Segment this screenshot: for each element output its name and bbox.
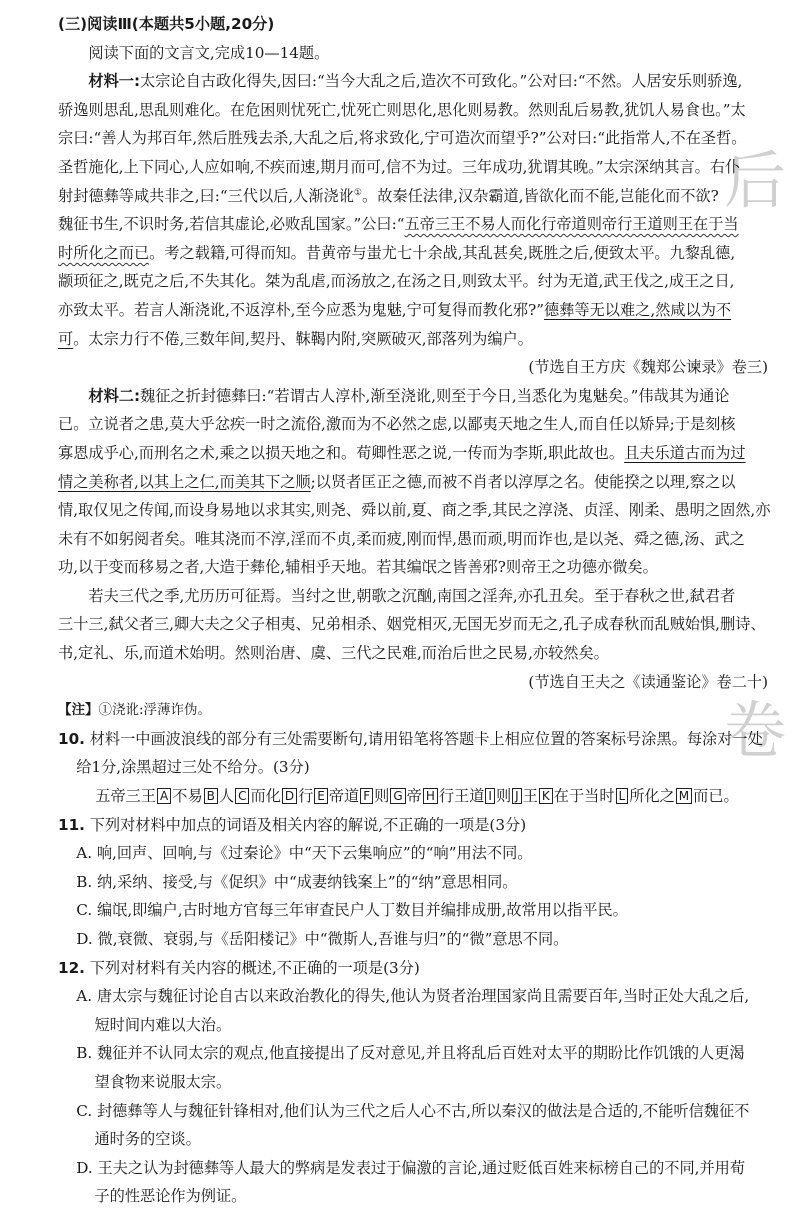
sentence-segment: 而已。 [693, 787, 739, 806]
answer-mark-m[interactable]: M [676, 788, 692, 804]
answer-mark-g[interactable]: G [390, 788, 405, 804]
answer-mark-i[interactable]: I [485, 788, 495, 804]
material2-line [58, 382, 776, 411]
sentence-segment: 帝道 [328, 787, 360, 806]
material2-line: 功,以于变而移易之者,大造于彝伦,辅相乎天地。若其编氓之皆善邪?则帝王之功德亦微矣。 [58, 558, 658, 577]
answer-mark-j[interactable]: J [512, 788, 522, 804]
note-marker: ① [353, 187, 362, 198]
sentence-segment: 人 [218, 787, 235, 806]
material1-line [58, 67, 776, 96]
option-d-cont: 子的性恶论作为例证。 [94, 1187, 247, 1206]
option-d[interactable]: D. 王夫之认为封德彝等人最大的弊病是发表过于偏激的言论,通过贬低百姓来标榜自己的不同,并用荀 [76, 1158, 746, 1177]
material2-line: 已。立说者之患,莫大乎忿疾一时之流俗,激而为不必然之虑,以鄙夷天地之生人,而自任以矫异;于是刻核 [58, 415, 736, 434]
option-b[interactable]: B. 纳,采纳、接受,与《促织》中“成妻纳钱案上”的“纳”意思相同。 [76, 872, 518, 891]
question-text: 下列对材料中加点的词语及相关内容的解说,不正确的一项是(3分) [89, 815, 527, 834]
answer-mark-b[interactable]: B [204, 788, 218, 804]
option-a[interactable]: A. 唐太宗与魏征讨论自古以来政治教化的得失,他认为贤者治理国家尚且需要百年,当时正处大乱之后, [76, 987, 750, 1006]
question-10-stem [58, 725, 776, 754]
section-heading: (三)阅读Ⅲ(本题共5小题,20分) [58, 15, 275, 33]
material1-line [58, 296, 776, 325]
material1-text: 射封德彝等咸共非之,曰:“三代以后,人渐浇讹 [58, 186, 354, 205]
question-number: 12. [58, 958, 85, 977]
material1-line: 骄逸则思乱,思乱则难化。在危困则忧死亡,忧死亡则思化,思化则易教。然则乱后易教,犹饥人易食也。”太 [58, 100, 746, 119]
option-a[interactable]: A. 响,回声、回响,与《过秦论》中“天下云集响应”的“响”用法不同。 [76, 844, 533, 863]
material1-text: 。故秦任法律,汉杂霸道,皆欲化而不能,岂能化而不欲? [362, 186, 719, 205]
sentence-segment: 帝 [406, 787, 422, 806]
answer-mark-f[interactable]: F [360, 788, 373, 804]
footnote [58, 696, 776, 725]
material1-text: 魏征书生,不识时务,若信其虚论,必败乱国家。”公曰:“ [58, 215, 405, 234]
material2-line: 情,取仅见之传闻,而设身易地以求其实,则尧、舜以前,夏、商之季,其民之淳浇、贞淫、刚柔、愚明之固然,亦 [58, 501, 771, 520]
material1-line [58, 239, 776, 268]
material1-line [58, 325, 776, 354]
material2-source: (节选自王夫之《读通鉴论》卷二十) [528, 672, 768, 691]
sentence-segment: 而化 [250, 787, 281, 806]
material2-label: 材料二: [88, 386, 141, 405]
question-10-stem-cont: 给1分,涂黑超过三处不给分。(3分) [76, 758, 310, 777]
material1-label: 材料一: [88, 72, 141, 91]
material2-line [58, 468, 776, 497]
option-d[interactable]: D. 微,衰微、衰弱,与《岳阳楼记》中“微斯人,吾谁与归”的“微”意思不同。 [76, 930, 569, 948]
footnote-text: ①浇讹:浮薄诈伪。 [98, 702, 212, 719]
option-c[interactable]: C. 封德彝等人与魏征针锋相对,他们认为三代之后人心不古,所以秦汉的做法是合适的,不能听信魏征不 [76, 1101, 750, 1120]
option-b[interactable]: B. 魏征并不认同太宗的观点,他直接提出了反对意见,并且将乱后百姓对太平的期盼比作饥饿的人更渴 [76, 1044, 745, 1063]
material1-text: 亦致太平。若言人渐浇讹,不返淳朴,至今应悉为鬼魅,宁可复得而教化邪?” [58, 300, 545, 319]
option-b-cont: 望食物来说服太宗。 [94, 1072, 232, 1091]
exam-page [58, 10, 776, 1211]
watermark-bottom: 卷 [724, 694, 787, 767]
sentence-segment: 在于当时 [553, 787, 615, 806]
question-text: 材料一中画波浪线的部分有三处需要断句,请用铅笔将答题卡上相应位置的答案标号涂黑。每涂对一处 [89, 729, 763, 748]
answer-mark-a[interactable]: A [157, 788, 171, 804]
sentence-segment: 则 [374, 787, 390, 806]
question-12-stem [58, 954, 776, 983]
material1-text: 。考之载籍,可得而知。昔黄帝与蚩尤七十余战,其乱甚矣,既胜之后,便致太平。九黎乱德, [149, 243, 736, 262]
answer-mark-d[interactable]: D [282, 788, 297, 804]
wavy-underline-text: 五帝三王不易人而化行帝道则帝行王道则王在于当 [404, 215, 739, 234]
sentence-segment: 王 [522, 787, 538, 806]
material1-text: 。太宗力行不倦,三数年间,契丹、靺鞨内附,突厥破灭,部落列为编户。 [73, 329, 533, 348]
footnote-label: 【注】 [58, 702, 99, 719]
answer-mark-l[interactable]: L [616, 788, 629, 804]
option-c-cont: 通时务的空谈。 [94, 1130, 201, 1149]
question-10-sentence [58, 782, 776, 811]
material1-source: (节选自王方庆《魏郑公谏录》卷三) [528, 358, 768, 377]
material2-line: 若夫三代之季,尤历历可征焉。当纣之世,朝歌之沉酗,南国之淫奔,亦孔丑矣。至于春秋之世,弑君者 [88, 586, 736, 605]
material1-text: 太宗论自古政化得失,因曰:“当今大乱之后,造次不可致化。”公对曰:“不然。人居安乐则骄逸, [140, 72, 743, 91]
material1-line [58, 210, 776, 239]
underlined-text: 德彝等无以难之,然咸以为不 [544, 300, 732, 319]
sentence-segment: 不易 [172, 787, 203, 806]
watermark-top: 后 [724, 144, 787, 217]
option-a-cont: 短时间内难以大治。 [94, 1015, 232, 1034]
sentence-segment: 所化之 [629, 787, 675, 806]
question-number: 11. [58, 815, 85, 834]
material1-line: 宗曰:“善人为邦百年,然后胜残去杀,大乱之后,将求致化,宁可造次而望乎?”公对曰:“此指常人,不在圣哲。 [58, 129, 747, 148]
section-instruction: 阅读下面的文言文,完成10—14题。 [88, 43, 330, 62]
sentence-segment: 行 [298, 787, 314, 806]
question-11-stem [58, 811, 776, 840]
material2-text: 寡恩成乎心,而刑名之术,乘之以损天地之和。荀卿性恶之说,一传而为李斯,职此故也。 [58, 443, 625, 462]
material2-text: ;以贤者匡正之德,而被不肖者以淳厚之名。使能揆之以理,察之以 [310, 472, 736, 491]
material2-line: 未有不如躬阅者矣。唯其浇而不淳,淫而不贞,柔而疲,刚而悍,愚而顽,明而诈也,是以尧、舜之德,汤、武之 [58, 529, 745, 548]
underlined-text: 情之美称者,以其上之仁,而美其下之顺 [58, 472, 311, 491]
sentence-segment: 五帝三王 [95, 787, 157, 806]
sentence-segment: 则 [495, 787, 512, 806]
material2-text: 魏征之折封德彝曰:“若谓古人淳朴,渐至浇讹,则至于今日,当悉化为鬼魅矣。”伟哉其为通论 [140, 386, 730, 405]
answer-mark-c[interactable]: C [235, 788, 249, 804]
material2-line: 书,定礼、乐,而道术始明。然则治唐、虞、三代之民难,而治后世之民易,亦较然矣。 [58, 644, 609, 663]
sentence-segment: 行王道 [438, 787, 485, 806]
material1-line: 颛顼征之,既克之后,不失其化。桀为乱虐,而汤放之,在汤之日,则致太平。纣为无道,武王伐之,成王之日, [58, 272, 735, 291]
question-text: 下列对材料有关内容的概述,不正确的一项是(3分) [89, 958, 420, 977]
question-number: 10. [58, 729, 85, 748]
underlined-text: 可 [58, 329, 74, 348]
wavy-underline-text: 时所化之而已 [58, 243, 150, 262]
material2-line [58, 439, 776, 468]
material2-line: 三十三,弑父者三,卿大夫之父子相夷、兄弟相杀、姻党相灭,无国无岁而无之,孔子成春秋而乱贼始惧,删诗、 [58, 615, 766, 634]
answer-mark-e[interactable]: E [314, 788, 328, 804]
answer-mark-h[interactable]: H [423, 788, 438, 804]
underlined-text: 且夫乐道古而为过 [624, 443, 746, 462]
material1-line: 圣哲施化,上下同心,人应如响,不疾而速,期月而可,信不为过。三年成功,犹谓其晚。”太宗深纳其言。右仆 [58, 157, 741, 176]
answer-mark-k[interactable]: K [539, 788, 553, 804]
option-c[interactable]: C. 编氓,即编户,古时地方官每三年审查民户人丁数目并编排成册,故常用以指平民。 [76, 901, 628, 920]
material1-line [58, 182, 776, 211]
